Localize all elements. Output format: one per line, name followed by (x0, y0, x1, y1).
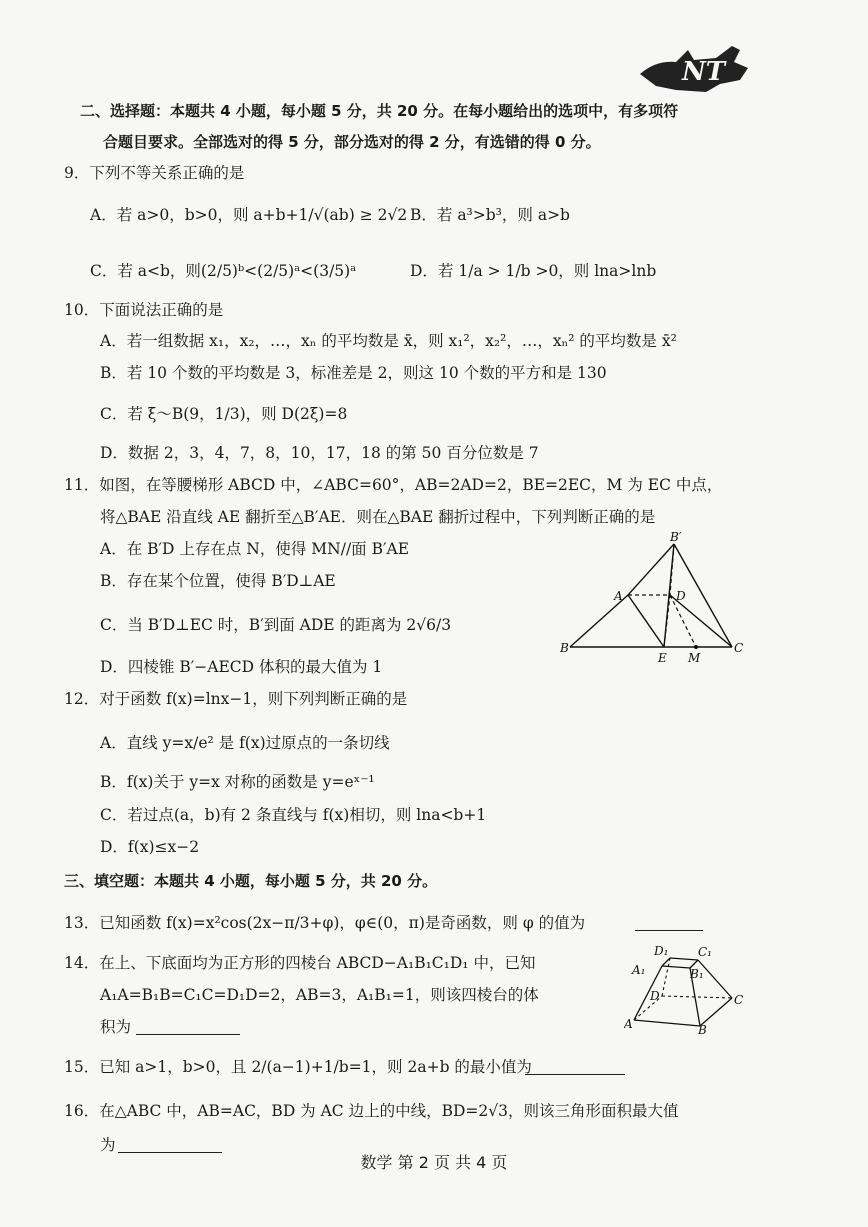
q14-line1: 14．在上、下底面均为正方形的四棱台 ABCD−A₁B₁C₁D₁ 中，已知 (64, 954, 536, 972)
bull-logo (636, 40, 756, 96)
q12-option-d: D．f(x)≤x−2 (100, 838, 200, 856)
q16-line2: 为 (100, 1136, 116, 1154)
q11-option-b: B．存在某个位置，使得 B′D⊥AE (100, 572, 336, 590)
fig11-label-m: M (688, 651, 701, 665)
q12-option-c: C．若过点(a，b)有 2 条直线与 f(x)相切，则 lna<b+1 (100, 806, 487, 824)
q10-option-d: D．数据 2，3，4，7，8，10，17，18 的第 50 百分位数是 7 (100, 444, 539, 462)
fig14-label-d: D (650, 989, 660, 1003)
fig14-label-c: C (734, 993, 744, 1007)
q12-option-b: B．f(x)关于 y=x 对称的函数是 y=eˣ⁻¹ (100, 773, 375, 791)
q9-option-d: D．若 1/a > 1/b >0，则 lna>lnb (410, 262, 657, 280)
fig11-label-d: D (676, 589, 686, 603)
logo-text: NT (682, 57, 726, 87)
section3-heading: 三、填空题：本题共 4 小题，每小题 5 分，共 20 分。 (64, 872, 438, 890)
q9-stem: 9．下列不等关系正确的是 (64, 164, 245, 182)
fig14-label-a: A (624, 1017, 633, 1031)
q11-option-a: A．在 B′D 上存在点 N，使得 MN//面 B′AE (100, 540, 410, 558)
q10-option-c: C．若 ξ～B(9，1/3)，则 D(2ξ)=8 (100, 405, 348, 423)
q10-option-b: B．若 10 个数的平均数是 3，标准差是 2，则这 10 个数的平方和是 130 (100, 364, 607, 382)
q15-answer-blank[interactable] (525, 1058, 625, 1075)
fig14-label-b: B (698, 1023, 707, 1034)
q11-figure (560, 530, 750, 665)
q13-answer-blank[interactable] (635, 914, 703, 931)
q11-stem-line2: 将△BAE 沿直线 AE 翻折至△B′AE．则在△BAE 翻折过程中，下列判断正确的是 (100, 508, 656, 526)
fig14-label-d1: D₁ (654, 944, 669, 958)
fig14-label-b1: B₁ (690, 967, 704, 981)
page-footer: 数学 第 2 页 共 4 页 (360, 1153, 508, 1172)
q9-option-a: A．若 a>0，b>0，则 a+b+1/√(ab) ≥ 2√2 (90, 206, 408, 224)
q14-figure (624, 942, 754, 1034)
section2-heading-line1: 二、选择题：本题共 4 小题，每小题 5 分，共 20 分。在每小题给出的选项中，有多项符 (80, 102, 679, 120)
fig11-label-e: E (658, 651, 667, 665)
q12-option-a: A．直线 y=x/e² 是 f(x)过原点的一条切线 (100, 734, 390, 752)
fig11-label-c: C (734, 641, 744, 655)
q12-stem: 12．对于函数 f(x)=lnx−1，则下列判断正确的是 (64, 690, 408, 708)
section2-heading-line2: 合题目要求。全部选对的得 5 分，部分选对的得 2 分，有选错的得 0 分。 (103, 133, 601, 151)
q9-option-c: C．若 a<b，则(2/5)ᵇ<(2/5)ᵃ<(3/5)ᵃ (90, 262, 357, 280)
q14-line3: 积为 (100, 1018, 132, 1036)
q11-option-d: D．四棱锥 B′−AECD 体积的最大值为 1 (100, 658, 383, 676)
q16-line1: 16．在△ABC 中，AB=AC，BD 为 AC 边上的中线，BD=2√3，则该三角形面积最大值 (64, 1102, 679, 1120)
q9-option-b: B．若 a³>b³，则 a>b (410, 206, 570, 224)
q13-text: 13．已知函数 f(x)=x²cos(2x−π/3+φ)，φ∈(0，π)是奇函数，则 φ 的值为 (64, 914, 586, 932)
fig11-label-a: A (614, 589, 623, 603)
fig11-label-b: B (560, 641, 569, 655)
q11-option-c: C．当 B′D⊥EC 时，B′到面 ADE 的距离为 2√6/3 (100, 616, 452, 634)
q11-stem-line1: 11．如图，在等腰梯形 ABCD 中，∠ABC=60°，AB=2AD=2，BE=2EC，M 为 EC 中点， (64, 476, 723, 494)
fig14-label-c1: C₁ (698, 945, 712, 959)
q14-answer-blank[interactable] (136, 1018, 240, 1035)
q10-stem: 10．下面说法正确的是 (64, 301, 224, 319)
q15-text: 15．已知 a>1，b>0，且 2/(a−1)+1/b=1，则 2a+b 的最小值为 (64, 1058, 532, 1076)
q14-line2: A₁A=B₁B=C₁C=D₁D=2，AB=3，A₁B₁=1，则该四棱台的体 (100, 986, 539, 1004)
fig11-label-b-prime: B′ (670, 530, 682, 544)
q10-option-a: A．若一组数据 x₁，x₂，…，xₙ 的平均数是 x̄，则 x₁²，x₂²，…，xₙ² 的平均数是 x̄² (100, 332, 677, 350)
fig14-label-a1: A₁ (632, 963, 646, 977)
